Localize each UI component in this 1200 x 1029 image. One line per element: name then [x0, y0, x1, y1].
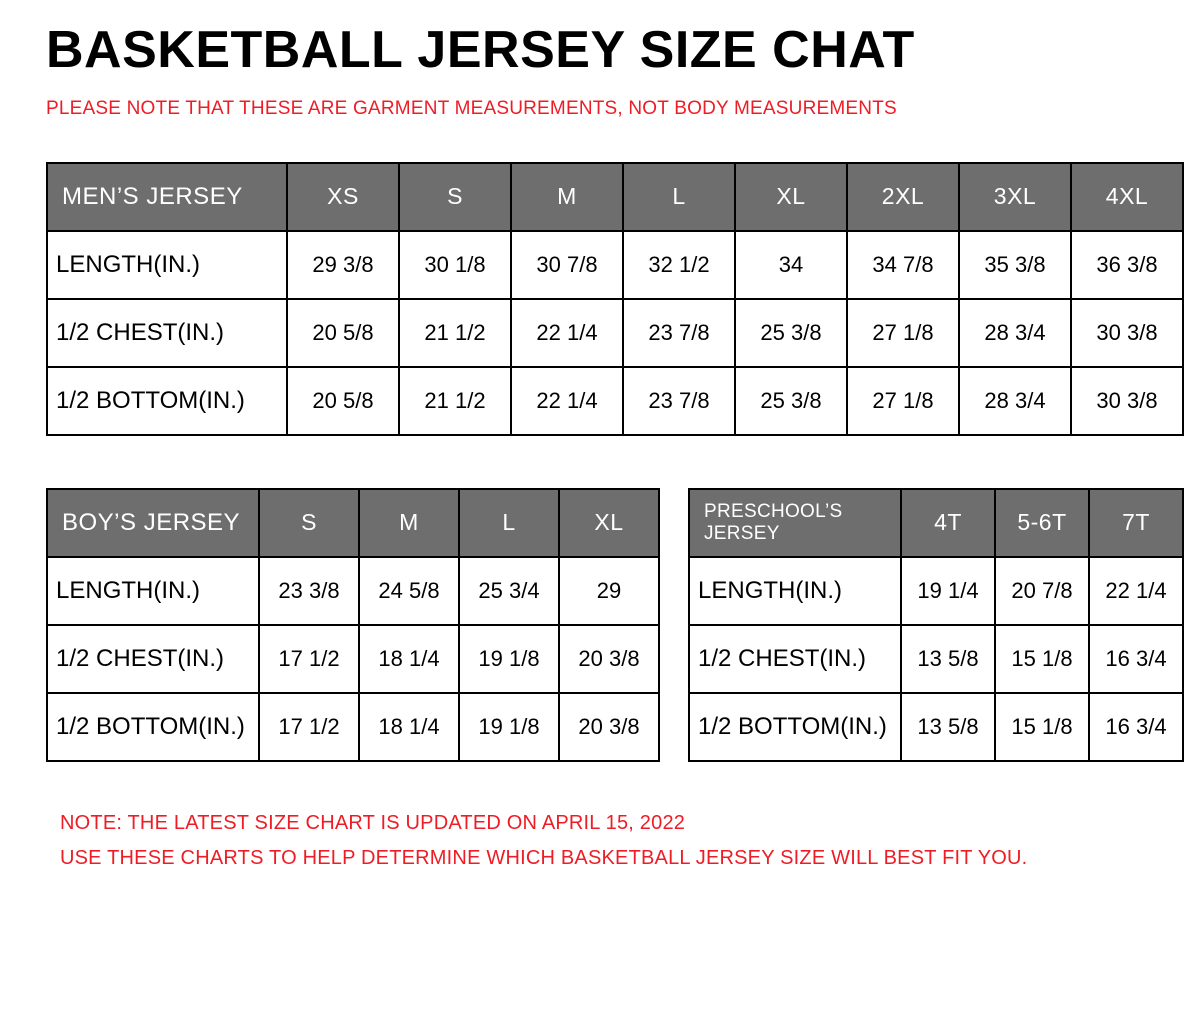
table-row — [47, 693, 659, 761]
column-header: L — [459, 489, 559, 557]
table-cell: 17 1/2 — [259, 693, 359, 761]
column-header: L — [623, 163, 735, 231]
table-row — [689, 625, 1183, 693]
column-header: S — [399, 163, 511, 231]
table-cell: 30 3/8 — [1071, 299, 1183, 367]
table-row — [47, 557, 659, 625]
column-header: 7T — [1089, 489, 1183, 557]
table-cell: 25 3/8 — [735, 299, 847, 367]
mens-jersey-table — [46, 162, 1184, 436]
footer-note-line-1: NOTE: THE LATEST SIZE CHART IS UPDATED ON APRIL 15, 2022 — [60, 811, 686, 834]
column-header: 3XL — [959, 163, 1071, 231]
table-cell: 35 3/8 — [959, 231, 1071, 299]
table-cell: 28 3/4 — [959, 299, 1071, 367]
table-cell: 18 1/4 — [359, 625, 459, 693]
row-label: 1/2 CHEST(IN.) — [689, 625, 901, 693]
mens-table-body — [47, 231, 1183, 435]
row-label: 1/2 BOTTOM(IN.) — [47, 693, 259, 761]
table-cell: 17 1/2 — [259, 625, 359, 693]
mens-jersey-table-container — [46, 162, 1176, 436]
mens-table-header — [47, 163, 1183, 231]
table-row — [47, 625, 659, 693]
table-cell: 22 1/4 — [511, 299, 623, 367]
preschool-table-body — [689, 557, 1183, 761]
table-header-row — [47, 489, 659, 557]
table-cell: 30 3/8 — [1071, 367, 1183, 435]
table-cell: 20 3/8 — [559, 693, 659, 761]
preschool-table-header — [689, 489, 1183, 557]
preschool-jersey-table — [688, 488, 1184, 762]
table-cell: 20 5/8 — [287, 367, 399, 435]
boys-table-body — [47, 557, 659, 761]
table-cell: 19 1/8 — [459, 625, 559, 693]
column-header: S — [259, 489, 359, 557]
table-cell: 25 3/4 — [459, 557, 559, 625]
table-cell: 32 1/2 — [623, 231, 735, 299]
size-chart-page — [0, 22, 1200, 1029]
table-row — [47, 299, 1183, 367]
row-label: 1/2 BOTTOM(IN.) — [47, 367, 287, 435]
column-header: 2XL — [847, 163, 959, 231]
table-cell: 29 — [559, 557, 659, 625]
column-header: M — [359, 489, 459, 557]
table-cell: 19 1/8 — [459, 693, 559, 761]
row-label: 1/2 CHEST(IN.) — [47, 299, 287, 367]
table-cell: 20 3/8 — [559, 625, 659, 693]
table-cell: 16 3/4 — [1089, 625, 1183, 693]
table-cell: 30 7/8 — [511, 231, 623, 299]
table-cell: 23 3/8 — [259, 557, 359, 625]
table-cell: 27 1/8 — [847, 299, 959, 367]
table-cell: 34 7/8 — [847, 231, 959, 299]
column-header: 4XL — [1071, 163, 1183, 231]
table-cell: 13 5/8 — [901, 625, 995, 693]
column-header: 4T — [901, 489, 995, 557]
table-cell: 23 7/8 — [623, 299, 735, 367]
column-header: 5-6T — [995, 489, 1089, 557]
page-title: BASKETBALL JERSEY SIZE CHAT — [46, 21, 915, 79]
table-cell: 20 7/8 — [995, 557, 1089, 625]
table-header-row — [689, 489, 1183, 557]
row-label: LENGTH(IN.) — [47, 231, 287, 299]
garment-measurement-note: PLEASE NOTE THAT THESE ARE GARMENT MEASUREMENTS, NOT BODY MEASUREMENTS — [46, 98, 897, 120]
table-cell: 15 1/8 — [995, 693, 1089, 761]
row-label: 1/2 CHEST(IN.) — [47, 625, 259, 693]
table-cell: 27 1/8 — [847, 367, 959, 435]
table-cell: 30 1/8 — [399, 231, 511, 299]
footer-note-line-2: USE THESE CHARTS TO HELP DETERMINE WHICH BASKETBALL JERSEY SIZE WILL BEST FIT YOU. — [60, 846, 1028, 869]
column-header: XS — [287, 163, 399, 231]
row-label: 1/2 BOTTOM(IN.) — [689, 693, 901, 761]
preschool-table-row-header-label: PRESCHOOL’S JERSEY — [689, 489, 901, 557]
table-cell: 19 1/4 — [901, 557, 995, 625]
row-label: LENGTH(IN.) — [47, 557, 259, 625]
footer-notes — [60, 806, 1176, 876]
table-cell: 34 — [735, 231, 847, 299]
table-header-row — [47, 163, 1183, 231]
boys-table-row-header-label: BOY’S JERSEY — [47, 489, 259, 557]
table-cell: 22 1/4 — [511, 367, 623, 435]
column-header: M — [511, 163, 623, 231]
table-cell: 23 7/8 — [623, 367, 735, 435]
table-cell: 25 3/8 — [735, 367, 847, 435]
boys-table-header — [47, 489, 659, 557]
column-header: XL — [735, 163, 847, 231]
table-row — [47, 367, 1183, 435]
table-cell: 21 1/2 — [399, 299, 511, 367]
table-cell: 15 1/8 — [995, 625, 1089, 693]
table-cell: 28 3/4 — [959, 367, 1071, 435]
table-cell: 29 3/8 — [287, 231, 399, 299]
table-row — [689, 557, 1183, 625]
table-row — [689, 693, 1183, 761]
row-label: LENGTH(IN.) — [689, 557, 901, 625]
table-cell: 13 5/8 — [901, 693, 995, 761]
boys-jersey-table — [46, 488, 660, 762]
table-cell: 16 3/4 — [1089, 693, 1183, 761]
lower-tables-row — [46, 488, 1176, 762]
table-cell: 21 1/2 — [399, 367, 511, 435]
table-cell: 20 5/8 — [287, 299, 399, 367]
table-row — [47, 231, 1183, 299]
mens-table-row-header-label: MEN’S JERSEY — [47, 163, 287, 231]
table-cell: 24 5/8 — [359, 557, 459, 625]
table-cell: 36 3/8 — [1071, 231, 1183, 299]
table-cell: 18 1/4 — [359, 693, 459, 761]
column-header: XL — [559, 489, 659, 557]
table-cell: 22 1/4 — [1089, 557, 1183, 625]
